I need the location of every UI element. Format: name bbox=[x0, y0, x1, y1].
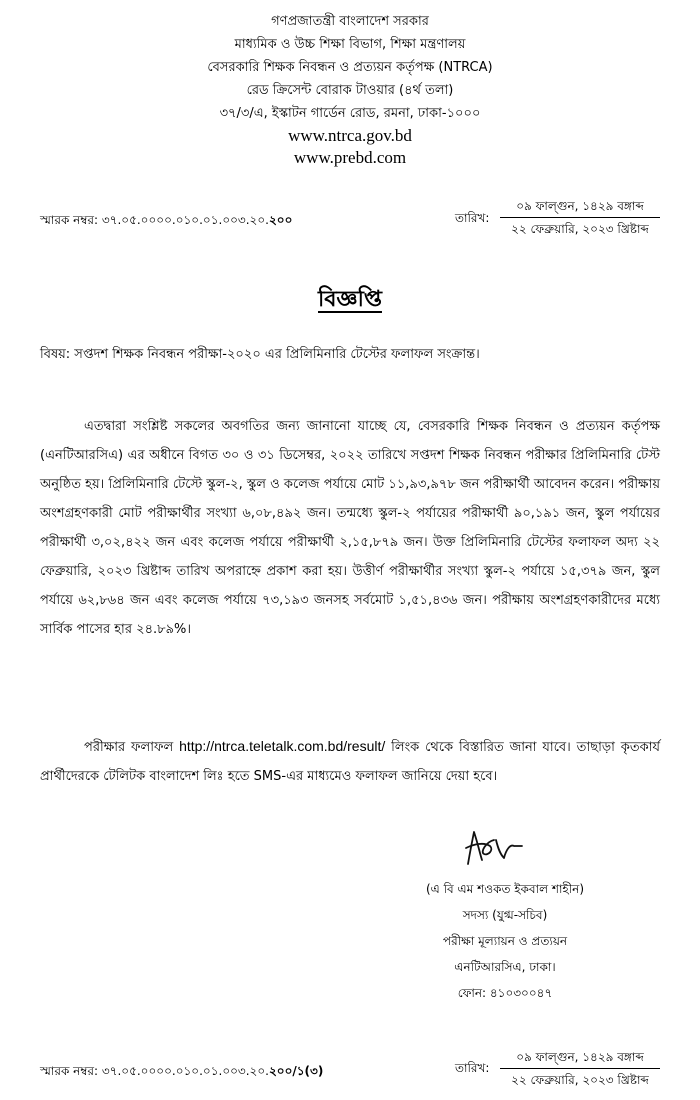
memo-number-copy bbox=[40, 1063, 323, 1083]
memo-number-copy-suffix: ২০০/১(৩) bbox=[268, 1064, 324, 1078]
signatory-office: এনটিআরসিএ, ঢাকা। bbox=[454, 960, 556, 974]
date-block-copy bbox=[500, 1046, 660, 1091]
date-english: ২২ ফেব্রুয়ারি, ২০২৩ খ্রিষ্টাব্দ bbox=[511, 222, 649, 236]
date-label: তারিখ: bbox=[455, 211, 490, 225]
memo-row-top bbox=[0, 195, 700, 245]
signatory-department: পরীক্ষা মূল্যায়ন ও প্রত্যয়ন bbox=[442, 934, 568, 948]
result-link-intro: পরীক্ষার ফলাফল bbox=[84, 740, 180, 755]
letterhead bbox=[0, 10, 700, 169]
handwritten-signature bbox=[460, 824, 540, 870]
result-link-outro: লিংক থেকে বিস্তারিত জানা যাবে। তাছাড়া কৃতকার্য প্রার্থীদেরকে টেলিটক বাংলাদেশ লিঃ হতে SMS-এর মাধ্যমেও ফলাফল জানিয়ে দেয়া হবে। bbox=[40, 740, 660, 784]
website-prebd: www.prebd.com bbox=[293, 148, 407, 167]
notice-title bbox=[0, 282, 700, 319]
result-link-paragraph bbox=[40, 732, 660, 791]
letterhead-address: ৩৭/৩/এ, ইস্কাটন গার্ডেন রোড, রমনা, ঢাকা-১০০০ bbox=[219, 106, 481, 121]
notice-subject: বিষয়: সপ্তদশ শিক্ষক নিবন্ধন পরীক্ষা-২০২০ এর প্রিলিমিনারি টেস্টের ফলাফল সংক্রান্ত। bbox=[40, 347, 480, 362]
memo-number bbox=[40, 212, 292, 232]
date-bangla: ০৯ ফাল্গুন, ১৪২৯ বঙ্গাব্দ bbox=[516, 199, 644, 213]
date-english-copy: ২২ ফেব্রুয়ারি, ২০২৩ খ্রিষ্টাব্দ bbox=[511, 1073, 649, 1087]
website-ntrca: www.ntrca.gov.bd bbox=[288, 126, 412, 145]
letterhead-building: রেড ক্রিসেন্ট বোরাক টাওয়ার (৪র্থ তলা) bbox=[246, 83, 454, 98]
notice-title-text: বিজ্ঞপ্তি bbox=[318, 287, 382, 312]
memo-number-suffix: ২০০ bbox=[268, 213, 293, 227]
letterhead-government: গণপ্রজাতন্ত্রী বাংলাদেশ সরকার bbox=[271, 14, 429, 29]
result-url-link[interactable]: http://ntrca.teletalk.com.bd/result/ bbox=[179, 738, 386, 754]
letterhead-division: মাধ্যমিক ও উচ্চ শিক্ষা বিভাগ, শিক্ষা মন্ত্রণালয় bbox=[234, 37, 466, 52]
signatory-name: (এ বি এম শওকত ইকবাল শাহীন) bbox=[425, 882, 585, 896]
date-label-copy: তারিখ: bbox=[455, 1061, 490, 1075]
date-bangla-copy: ০৯ ফাল্গুন, ১৪২৯ বঙ্গাব্দ bbox=[516, 1050, 644, 1064]
memo-row-bottom bbox=[0, 1046, 700, 1096]
memo-number-copy-label: স্মারক নম্বর: ৩৭.০৫.০০০০.০১০.০১.০০৩.২০. bbox=[40, 1064, 269, 1078]
letterhead-authority: বেসরকারি শিক্ষক নিবন্ধন ও প্রত্যয়ন কর্তৃপক্ষ (NTRCA) bbox=[207, 60, 493, 75]
notice-body-paragraph: এতদ্বারা সংশ্লিষ্ট সকলের অবগতির জন্য জানানো যাচ্ছে যে, বেসরকারি শিক্ষক নিবন্ধন ও প্রত্যয়ন কর্তৃপক্ষ (এনটিআরসিএ) এর অধীনে বিগত ৩০ ও ৩১ ডিসেম্বর, ২০২২ তারিখে সপ্তদশ শিক্ষক নিবন্ধন পরীক্ষার প্রিলিমিনারি টেস্ট অনুষ্ঠিত হয়। প্রিলিমিনারি টেস্টে স্কুল-২, স্কুল ও কলেজ পর্যায়ে মোট ১১,৯৩,৯৭৮ জন পরীক্ষার্থী আবেদন করেন। পরীক্ষায় অংশগ্রহণকারী মোট পরীক্ষার্থীর সংখ্যা ৬,০৮,৪৯২ জন। তন্মধ্যে স্কুল-২ পর্যায়ের পরীক্ষার্থী ৯০,১৯১ জন, স্কুল পর্যায়ের পরীক্ষার্থী ৩,০২,৪২২ জন এবং কলেজ পর্যায়ে পরীক্ষার্থী ২,১৫,৮৭৯ জন। উক্ত প্রিলিমিনারি টেস্টের ফলাফল অদ্য ২২ ফেব্রুয়ারি, ২০২৩ খ্রিষ্টাব্দ তারিখ অপরাহ্নে প্রকাশ করা হয়। উত্তীর্ণ পরীক্ষার্থীর সংখ্যা স্কুল-২ পর্যায়ে ১৫,৩৭৯ জন, স্কুল পর্যায়ে ৬২,৮৬৪ জন এবং কলেজ পর্যায়ে ৭৩,১৯৩ জনসহ সর্বমোট ১,৫১,৪৩৬ জন। পরীক্ষায় অংশগ্রহণকারীদের মধ্যে সার্বিক পাসের হার ২৪.৮৯%। bbox=[40, 419, 660, 637]
date-block bbox=[500, 195, 660, 240]
signatory-phone: ফোন: ৪১০৩০০৪৭ bbox=[457, 986, 553, 1000]
signatory-block bbox=[400, 876, 610, 1006]
memo-number-label: স্মারক নম্বর: ৩৭.০৫.০০০০.০১০.০১.০০৩.২০. bbox=[40, 213, 269, 227]
signatory-designation: সদস্য (যুগ্ম-সচিব) bbox=[462, 908, 548, 922]
